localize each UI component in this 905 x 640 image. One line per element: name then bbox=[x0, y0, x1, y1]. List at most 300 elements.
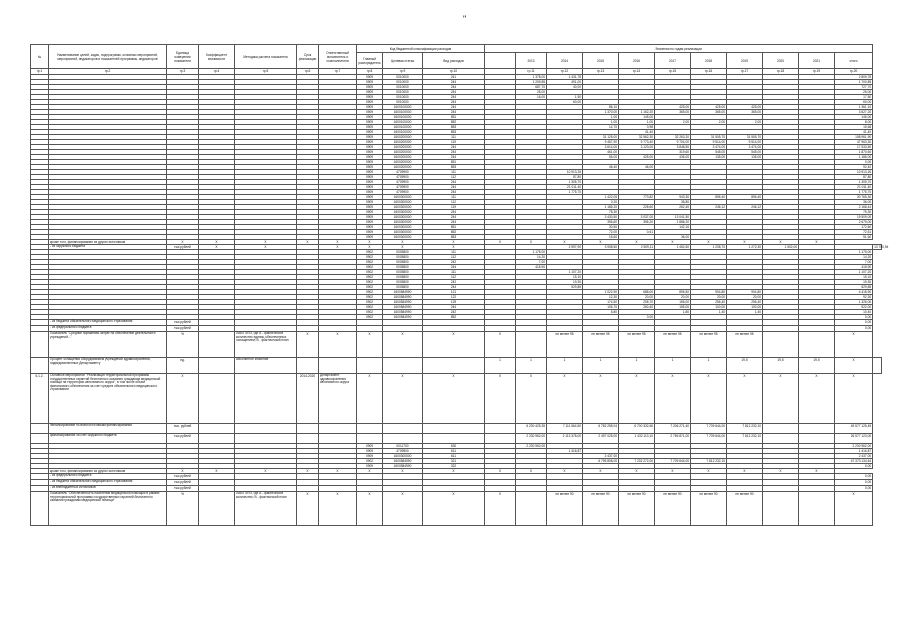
table-cell: не менее 90 bbox=[547, 492, 583, 526]
table-cell: X bbox=[547, 240, 583, 245]
table-cell: 31 505,70 bbox=[727, 135, 763, 140]
table-cell: 3 614,00 bbox=[583, 145, 619, 150]
table-cell: тыс.рублей bbox=[167, 245, 199, 250]
indicator-method: ЛАБ/ГЗ/ПЗ, где А - фактическое количество единиц обеспеченных оснащением; В - фактический план bbox=[235, 332, 297, 358]
table-cell: 9 773,40 bbox=[619, 140, 655, 145]
table-cell: 0,98 bbox=[619, 125, 655, 130]
table-cell: 1 bbox=[485, 358, 516, 374]
table-cell: X bbox=[691, 469, 727, 474]
table-cell: 17,50 bbox=[835, 95, 873, 100]
table-cell: 1 022,90 bbox=[583, 290, 619, 295]
table-cell: 0909 bbox=[357, 215, 383, 220]
table-cell: X bbox=[583, 469, 619, 474]
table-cell: 4 418,90 bbox=[835, 290, 873, 295]
table-cell: 1,00 bbox=[583, 120, 619, 125]
column-number: гр.18 bbox=[763, 69, 799, 75]
table-cell: X bbox=[835, 374, 873, 424]
table-cell: 9 514,00 bbox=[727, 140, 763, 145]
table-cell: 20,00 bbox=[727, 295, 763, 300]
table-cell: 396,60 bbox=[583, 220, 619, 225]
table-cell: 244 bbox=[423, 210, 485, 215]
column-number: гр.19 bbox=[799, 69, 835, 75]
table-cell: % bbox=[167, 492, 199, 526]
table-cell: 1600584990 bbox=[383, 295, 423, 300]
table-cell: 0010000 bbox=[383, 85, 423, 90]
table-cell: X bbox=[547, 374, 583, 424]
table-cell: 1600584990 bbox=[383, 290, 423, 295]
table-cell: 112 bbox=[423, 200, 485, 205]
table-cell: 1 305,70 bbox=[835, 180, 873, 185]
table-cell: 51,60 bbox=[835, 235, 873, 240]
table-cell: не менее 90 bbox=[691, 492, 727, 526]
table-cell: X bbox=[297, 469, 319, 474]
table-cell: 111 bbox=[423, 250, 485, 255]
column-number: гр.20 bbox=[835, 69, 873, 75]
table-cell: 418,90 bbox=[835, 265, 873, 270]
table-cell: X bbox=[485, 492, 516, 526]
table-cell: X bbox=[383, 240, 423, 245]
table-cell: 1 370,00 bbox=[583, 110, 619, 115]
table-cell: 0,00 bbox=[835, 474, 873, 480]
table-cell bbox=[235, 424, 297, 434]
table-cell: 20,00 bbox=[619, 295, 655, 300]
table-cell: тыс.рублей bbox=[167, 326, 199, 332]
table-cell: 256,40 bbox=[727, 300, 763, 305]
activity-number: 6.1.2. bbox=[31, 374, 49, 424]
table-cell: 425,00 bbox=[727, 105, 763, 110]
table-cell: 319,60 bbox=[655, 150, 691, 155]
table-cell: 688,00 bbox=[619, 290, 655, 295]
table-cell: 35,80 bbox=[655, 200, 691, 205]
row-label: - из бюджета обязательного медицинского страхования bbox=[49, 480, 167, 486]
table-cell: 1 886,20 bbox=[655, 220, 691, 225]
table-cell: 31 125,00 bbox=[583, 135, 619, 140]
table-cell: X bbox=[423, 469, 485, 474]
table-cell: X bbox=[799, 240, 835, 245]
table-cell: 1600584990 bbox=[383, 464, 423, 469]
table-cell bbox=[516, 492, 547, 526]
table-cell bbox=[199, 434, 235, 444]
table-cell: 9 704,00 bbox=[655, 140, 691, 145]
table-cell: 10,40 bbox=[835, 310, 873, 315]
table-cell: 1 431,78 bbox=[547, 75, 583, 80]
table-cell: X bbox=[655, 469, 691, 474]
column-number: гр.9 bbox=[383, 69, 423, 75]
column-number: гр.15 bbox=[655, 69, 691, 75]
table-cell bbox=[423, 434, 485, 444]
table-cell: 4709900 bbox=[383, 185, 423, 190]
table-cell bbox=[383, 424, 423, 434]
table-cell: 46,00 bbox=[619, 165, 655, 170]
table-cell: тыс.рублей bbox=[167, 434, 199, 444]
table-cell: 244 bbox=[423, 95, 485, 100]
indicator-row bbox=[31, 332, 882, 358]
table-cell: 0909 bbox=[357, 160, 383, 165]
table-cell: 16,00 bbox=[516, 95, 547, 100]
table-cell: 7,00 bbox=[835, 260, 873, 265]
table-cell: 0909 bbox=[357, 125, 383, 130]
table-cell: 1600300000 bbox=[383, 225, 423, 230]
table-cell: 156,00 bbox=[655, 300, 691, 305]
table-cell: 896,50 bbox=[655, 290, 691, 295]
table-cell: не менее 95 bbox=[655, 332, 691, 358]
year-header: 2021 bbox=[799, 53, 835, 69]
table-cell bbox=[31, 434, 49, 444]
table-cell: 1 185,20 bbox=[583, 205, 619, 210]
table-cell: X bbox=[383, 332, 423, 358]
table-cell: 1600200000 bbox=[383, 150, 423, 155]
table-cell: 0902 bbox=[357, 285, 383, 290]
table-cell: 7 232 272,00 bbox=[619, 459, 655, 464]
column-number: гр.2 bbox=[49, 69, 167, 75]
table-cell: 1600200000 bbox=[383, 155, 423, 160]
indicator-name: Показатель "Средние нормативы затрат на обеспечение деятельности учреждений..." bbox=[49, 332, 167, 358]
table-cell: X bbox=[167, 240, 199, 245]
table-cell bbox=[357, 358, 383, 374]
table-cell: 244 bbox=[423, 105, 485, 110]
table-cell: 242 bbox=[423, 310, 485, 315]
table-cell: 36,00 bbox=[655, 235, 691, 240]
table-cell: 36,00 bbox=[835, 200, 873, 205]
table-cell: 2 437,00 bbox=[835, 454, 873, 459]
table-cell bbox=[799, 424, 835, 434]
table-cell: 49 577 125,45 bbox=[835, 424, 873, 434]
table-cell: не менее 95 bbox=[619, 332, 655, 358]
table-cell: 0005800 bbox=[383, 270, 423, 275]
table-cell: 1 186,00 bbox=[835, 155, 873, 160]
table-cell: 41,40 bbox=[619, 130, 655, 135]
table-cell: 529,85 bbox=[547, 285, 583, 290]
table-cell: 1 bbox=[547, 358, 583, 374]
table-cell: 1 107,20 bbox=[835, 270, 873, 275]
table-cell: 244 bbox=[423, 80, 485, 85]
table-cell: 0,00 bbox=[835, 160, 873, 165]
table-cell: 46,40 bbox=[583, 165, 619, 170]
table-cell: не менее 90 bbox=[583, 492, 619, 526]
table-cell: 922,00 bbox=[835, 305, 873, 310]
column-number: гр.4 bbox=[199, 69, 235, 75]
table-cell: 1 870,60 bbox=[835, 150, 873, 155]
table-cell: 0909 bbox=[357, 185, 383, 190]
table-cell: 7 709 644,00 bbox=[691, 424, 727, 434]
table-cell: 1600300000 bbox=[383, 454, 423, 459]
table-cell: X bbox=[423, 245, 485, 250]
kbk-subheader: Вид расходов bbox=[423, 53, 485, 69]
table-cell: 4709900 bbox=[383, 175, 423, 180]
indicator-name: Процент оснащения оборудованием учреждений здравоохранения, подведомственных Департаменту bbox=[49, 358, 167, 374]
table-cell: 2 230 962,00 bbox=[516, 444, 547, 449]
table-cell: X bbox=[691, 240, 727, 245]
table-cell: 321 bbox=[423, 459, 485, 464]
table-cell: 7,00 bbox=[516, 260, 547, 265]
table-cell: 92,40 bbox=[835, 165, 873, 170]
table-cell: 7 111 564,50 bbox=[547, 424, 583, 434]
table-cell: 0909 bbox=[357, 200, 383, 205]
table-cell: 1 209,85 bbox=[516, 80, 547, 85]
table-cell: 242 bbox=[423, 280, 485, 285]
table-cell: 1,00 bbox=[583, 115, 619, 120]
table-cell bbox=[516, 332, 547, 358]
table-cell: 0005800 bbox=[383, 265, 423, 270]
kbk-subheader: Целевая статья bbox=[383, 53, 423, 69]
table-cell: 9 457,90 bbox=[583, 140, 619, 145]
table-cell: 3 908,50 bbox=[583, 245, 619, 250]
table-cell bbox=[319, 358, 357, 374]
table-cell: 1600200000 bbox=[383, 135, 423, 140]
table-cell: 7 812 232,10 bbox=[727, 424, 763, 434]
indicator-method: ЛАБ/ГЗ/ПЗ, где А - фактическое количество; В - фактический план bbox=[235, 492, 297, 526]
table-cell: 1 502,00 bbox=[763, 245, 799, 250]
table-cell bbox=[319, 424, 357, 434]
table-cell: 630 bbox=[423, 444, 485, 449]
table-cell: X bbox=[835, 492, 873, 526]
table-cell: 242 bbox=[423, 260, 485, 265]
table-cell: 1 775,70 bbox=[547, 190, 583, 195]
table-cell: 611 bbox=[423, 449, 485, 454]
table-cell: X bbox=[319, 469, 357, 474]
table-cell: 15,10 bbox=[835, 275, 873, 280]
row-label: - из окружного бюджета bbox=[49, 245, 167, 250]
table-cell: 32 562,30 bbox=[619, 135, 655, 140]
table-cell bbox=[763, 492, 799, 526]
table-cell: 491,00 bbox=[547, 80, 583, 85]
table-cell: 0902 bbox=[357, 305, 383, 310]
table-cell: 0909 bbox=[357, 449, 383, 454]
table-cell: не менее 90 bbox=[619, 492, 655, 526]
table-cell bbox=[799, 492, 835, 526]
row-label: кроме того, финансирование из других источников bbox=[49, 469, 167, 474]
table-cell: 0909 bbox=[357, 115, 383, 120]
table-cell: 19,30 bbox=[547, 280, 583, 285]
table-cell: 0909 bbox=[357, 155, 383, 160]
table-cell: тыс.рублей bbox=[167, 474, 199, 480]
table-cell: 0909 bbox=[357, 235, 383, 240]
table-cell: 0010000 bbox=[383, 80, 423, 85]
table-cell: X bbox=[516, 374, 547, 424]
table-cell: X bbox=[516, 469, 547, 474]
table-cell: 1 208,70 bbox=[691, 245, 727, 250]
table-cell: 1600300000 bbox=[383, 220, 423, 225]
table-cell bbox=[235, 374, 297, 424]
row-label: финансирование за счет окружного бюджета bbox=[49, 434, 167, 444]
table-cell: 0010000 bbox=[383, 90, 423, 95]
table-cell: 244 bbox=[423, 145, 485, 150]
table-cell: 111 bbox=[423, 270, 485, 275]
table-cell: 75,30 bbox=[835, 210, 873, 215]
table-cell: 0909 bbox=[357, 80, 383, 85]
table-cell bbox=[199, 424, 235, 434]
table-cell bbox=[235, 434, 297, 444]
table-cell: 0,00 bbox=[835, 486, 873, 492]
table-cell: 1 bbox=[655, 358, 691, 374]
table-cell: 1600200000 bbox=[383, 160, 423, 165]
page-mark: " bbox=[463, 14, 467, 24]
table-cell: 0010000 bbox=[383, 75, 423, 80]
table-cell: 0902 bbox=[357, 295, 383, 300]
table-cell: 246,12 bbox=[727, 205, 763, 210]
table-cell: 244 bbox=[423, 220, 485, 225]
table-cell: 851 bbox=[423, 115, 485, 120]
table-cell: 19,5 bbox=[727, 358, 763, 374]
col-values-header: Значения по годам реализации bbox=[485, 45, 873, 53]
table-cell: 13 041,50 bbox=[655, 215, 691, 220]
table-cell: 87,80 bbox=[547, 175, 583, 180]
table-cell: 244 bbox=[423, 265, 485, 270]
indicator-method: абсолютное значение bbox=[235, 358, 297, 374]
table-cell: 155,00 bbox=[655, 305, 691, 310]
table-cell: X bbox=[383, 374, 423, 424]
table-cell: X bbox=[357, 469, 383, 474]
column-number: гр.1 bbox=[31, 69, 49, 75]
table-cell: 5,80 bbox=[583, 310, 619, 315]
year-header: 2013 bbox=[516, 53, 547, 69]
table-cell: 1 107,20 bbox=[547, 270, 583, 275]
table-cell: 943,30 bbox=[655, 195, 691, 200]
table-cell: 0909 bbox=[357, 85, 383, 90]
year-header: 2020 bbox=[763, 53, 799, 69]
table-cell: 0902 bbox=[357, 265, 383, 270]
table-cell: 172,60 bbox=[835, 225, 873, 230]
table-cell: 1600100000 bbox=[383, 125, 423, 130]
table-cell: X bbox=[423, 240, 485, 245]
table-cell: X bbox=[835, 358, 873, 374]
table-cell: 852 bbox=[423, 120, 485, 125]
table-cell: 14,20 bbox=[516, 255, 547, 260]
table-cell: 3 848,50 bbox=[655, 145, 691, 150]
table-cell: X bbox=[235, 245, 297, 250]
table-cell: 241 bbox=[423, 75, 485, 80]
total-row bbox=[31, 434, 882, 444]
activity-row bbox=[31, 374, 882, 424]
table-cell: 0005800 bbox=[383, 285, 423, 290]
table-cell: 425,00 bbox=[691, 105, 727, 110]
table-cell: X bbox=[357, 492, 383, 526]
table-cell: не менее 90 bbox=[727, 492, 763, 526]
table-cell bbox=[485, 424, 516, 434]
table-cell: X bbox=[199, 245, 235, 250]
table-cell: 1600300000 bbox=[383, 195, 423, 200]
table-cell: X bbox=[319, 245, 357, 250]
table-cell: 0909 bbox=[357, 130, 383, 135]
col-kbk-header: Код бюджетной классификации расходов bbox=[357, 45, 485, 53]
table-cell: 1600300000 bbox=[383, 230, 423, 235]
table-cell: 208,70 bbox=[619, 300, 655, 305]
table-cell: 20,00 bbox=[691, 295, 727, 300]
table-cell: 896,40 bbox=[727, 195, 763, 200]
table-cell: 111 bbox=[423, 135, 485, 140]
table-cell: X bbox=[485, 374, 516, 424]
indicator-row bbox=[31, 358, 882, 374]
table-cell: X bbox=[357, 240, 383, 245]
table-cell: 529,85 bbox=[835, 285, 873, 290]
table-cell: X bbox=[319, 240, 357, 245]
table-cell: 0909 bbox=[357, 205, 383, 210]
table-cell: X bbox=[297, 332, 319, 358]
table-cell bbox=[31, 492, 49, 526]
table-cell: X bbox=[167, 469, 199, 474]
table-cell: 2,00 bbox=[655, 120, 691, 125]
table-cell: 0902 bbox=[357, 459, 383, 464]
table-cell: 0909 bbox=[357, 464, 383, 469]
table-cell: 435,00 bbox=[655, 155, 691, 160]
table-cell: 122 bbox=[423, 295, 485, 300]
table-cell: 32 263,20 bbox=[655, 135, 691, 140]
table-cell: 9 514,00 bbox=[691, 140, 727, 145]
table-cell: 2 597,90 bbox=[547, 245, 583, 250]
table-cell: 1600200000 bbox=[383, 165, 423, 170]
table-cell bbox=[199, 374, 235, 424]
table-cell: 1600300000 bbox=[383, 215, 423, 220]
col-year-header: Срок реализации bbox=[297, 45, 319, 69]
table-cell: 0909 bbox=[357, 90, 383, 95]
table-cell: 851 bbox=[423, 160, 485, 165]
indicator-row bbox=[31, 492, 882, 526]
table-cell: 112 bbox=[423, 255, 485, 260]
table-cell: 0010000 bbox=[383, 95, 423, 100]
table-cell: 30 765,30 bbox=[835, 195, 873, 200]
table-cell: 418,90 bbox=[516, 265, 547, 270]
table-cell: 0909 bbox=[357, 110, 383, 115]
table-cell: 1600584990 bbox=[383, 310, 423, 315]
table-cell: X bbox=[655, 240, 691, 245]
row-label: Финансирование по всем источникам финансирования bbox=[49, 424, 167, 434]
column-number: гр.11 bbox=[516, 69, 547, 75]
table-cell bbox=[297, 434, 319, 444]
table-cell: 1600100000 bbox=[383, 130, 423, 135]
table-cell bbox=[199, 492, 235, 526]
table-cell: 14,70 bbox=[583, 125, 619, 130]
table-cell bbox=[199, 358, 235, 374]
table-cell: X bbox=[835, 332, 873, 358]
table-cell: 1 175,00 bbox=[835, 250, 873, 255]
col-method-header: Методика расчета показателя bbox=[235, 45, 297, 69]
activity-years: 2014-2020 bbox=[297, 374, 319, 424]
col-unit-header: Единица измерения показателя bbox=[167, 45, 199, 69]
year-header: 2018 bbox=[691, 53, 727, 69]
table-cell: X bbox=[199, 240, 235, 245]
table-cell: 244 bbox=[423, 305, 485, 310]
table-cell: 106,70 bbox=[583, 305, 619, 310]
column-number: гр.10 bbox=[423, 69, 485, 75]
table-cell: 87,80 bbox=[835, 175, 873, 180]
table-cell: 1600300000 bbox=[383, 235, 423, 240]
table-cell: 0005800 bbox=[383, 275, 423, 280]
table-cell: 3 123,00 bbox=[619, 145, 655, 150]
table-cell: 244 bbox=[423, 285, 485, 290]
table-cell bbox=[357, 424, 383, 434]
table-cell: 19,5 bbox=[763, 358, 799, 374]
table-cell: 0,00 bbox=[835, 320, 873, 326]
table-cell: X bbox=[799, 374, 835, 424]
activity-name: Основное мероприятие "Реализация территориальной программы государственных гарантий бесплатного оказания гражданам медицинской помощи на территории автономного округа", в том числе объем финансового обеспечения за счет средств обязательного медицинского страхования bbox=[49, 374, 167, 424]
table-cell bbox=[383, 358, 423, 374]
table-cell: 1 272,30 bbox=[727, 245, 763, 250]
table-cell: 244 bbox=[423, 215, 485, 220]
table-cell: 904,80 bbox=[691, 290, 727, 295]
table-cell: 0902 bbox=[357, 250, 383, 255]
table-cell: 1 326,00 bbox=[835, 300, 873, 305]
table-cell: тыс.рублей bbox=[167, 480, 199, 486]
table-cell: X bbox=[383, 492, 423, 526]
table-cell: 15,68 bbox=[835, 125, 873, 130]
table-cell: 0,00 bbox=[835, 326, 873, 332]
table-cell: X bbox=[691, 374, 727, 424]
table-cell: ед. bbox=[167, 358, 199, 374]
table-cell: 0005800 bbox=[383, 255, 423, 260]
table-cell: 19,5 bbox=[799, 358, 835, 374]
table-cell: 611 bbox=[423, 454, 485, 459]
table-cell: 1,40 bbox=[691, 310, 727, 315]
